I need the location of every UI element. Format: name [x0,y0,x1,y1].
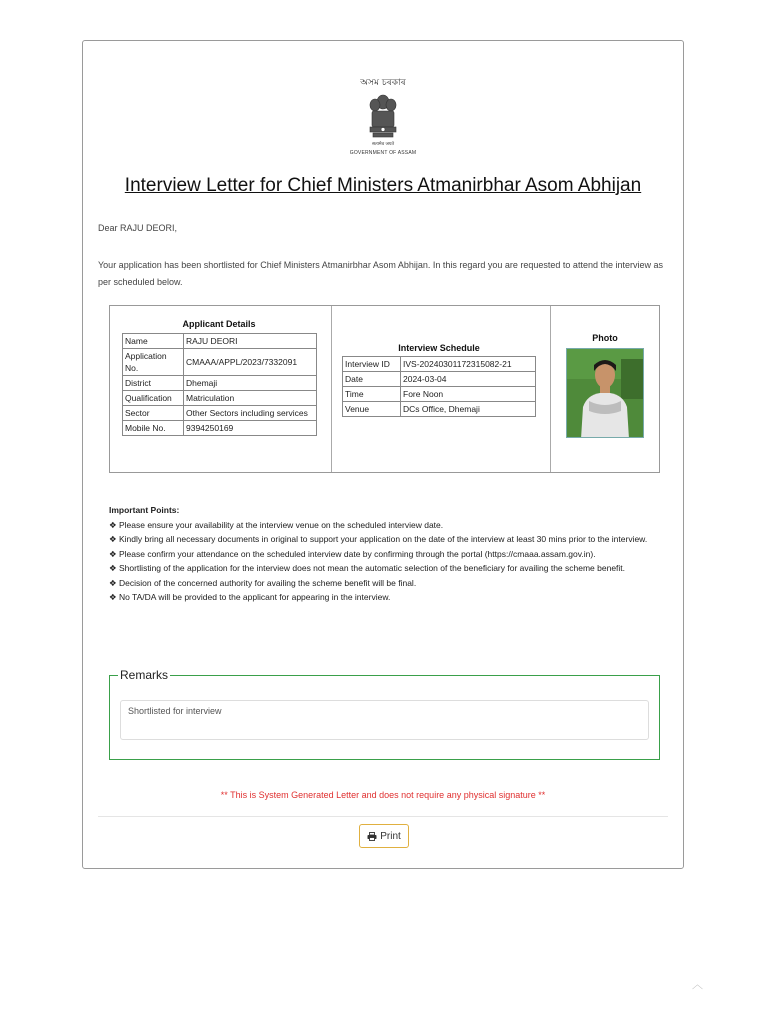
state-emblem-icon [363,92,403,150]
table-row [343,372,536,387]
interview-letter-card [82,40,684,869]
row-label: District [123,376,184,391]
important-point: ❖ Shortlisting of the application for the interview does not mean the automatic selection of the beneficiary for availing the scheme benefit. [109,563,626,573]
table-row [343,387,536,402]
row-label: Time [343,387,401,402]
important-points-list [109,518,669,605]
important-points [109,503,669,605]
important-point: ❖ Kindly bring all necessary documents in original to support your application on the date of the interview at least 30 mins prior to the interview. [109,534,648,544]
system-generated-note: ** This is System Generated Letter and does not require any physical signature ** [220,790,546,800]
important-points-heading: Important Points: [109,505,180,515]
important-point: ❖ Please confirm your attendance on the scheduled interview date by confirming through the portal (https://cmaaa.assam.gov.in). [109,548,596,559]
table-row [123,376,317,391]
applicant-details-table [122,333,317,436]
table-row [343,402,536,417]
applicant-photo [566,348,644,438]
row-label: Date [343,372,401,387]
row-value: Matriculation [184,391,317,406]
row-label: Name [123,334,184,349]
page-title: Interview Letter for Chief Ministers Atmanirbhar Asom Abhijan [124,175,642,196]
intro-paragraph: Your application has been shortlisted for Chief Ministers Atmanirbhar Asom Abhijan. In this regard you are requested to attend the interview as per scheduled below. [98,260,663,287]
important-point: ❖ Decision of the concerned authority for availing the scheme benefit will be final. [109,577,417,588]
row-value: 2024-03-04 [401,372,536,387]
photo-title: Photo [592,333,618,343]
table-row [123,406,317,421]
row-label: Interview ID [343,357,401,372]
important-point: ❖ Please ensure your availability at the interview venue on the scheduled interview date. [109,519,444,530]
interview-schedule-table [342,356,536,417]
row-label: Qualification [123,391,184,406]
row-label: Mobile No. [123,421,184,436]
table-row [123,334,317,349]
row-value: Fore Noon [401,387,536,402]
remarks-legend: Remarks [120,668,169,682]
row-value: CMAAA/APPL/2023/7332091 [184,349,317,376]
details-section [109,305,660,473]
footer-divider [98,816,668,817]
column-divider [550,306,551,472]
chevron-up-icon[interactable]: ︿ [692,979,703,991]
printer-icon [367,832,377,841]
row-label: Sector [123,406,184,421]
print-label: Print [380,830,401,842]
row-value: RAJU DEORI [184,334,317,349]
emblem-caption: सत्यमेव जयते [371,142,395,147]
row-value: DCs Office, Dhemaji [401,402,536,417]
row-label: Venue [343,402,401,417]
letter-header [83,75,683,156]
row-label: Application No. [123,349,184,376]
remarks-textarea[interactable]: Shortlisted for interview [120,700,649,740]
government-label: GOVERNMENT OF ASSAM [349,150,417,156]
table-row [123,421,317,436]
row-value: Other Sectors including services [184,406,317,421]
row-value: Dhemaji [184,376,317,391]
important-point: ❖ No TA/DA will be provided to the applicant for appearing in the interview. [109,592,391,602]
column-divider [331,306,332,472]
print-button[interactable] [359,824,409,848]
table-row [343,357,536,372]
table-row [123,349,317,376]
row-value: IVS-20240301172315082-21 [401,357,536,372]
interview-schedule-title: Interview Schedule [398,343,480,353]
greeting: Dear RAJU DEORI, [98,223,178,233]
table-row [123,391,317,406]
row-value: 9394250169 [184,421,317,436]
remarks-fieldset [109,668,660,760]
state-name-assamese: অসম চৰকাৰ [360,78,406,88]
applicant-details-title: Applicant Details [182,319,256,329]
